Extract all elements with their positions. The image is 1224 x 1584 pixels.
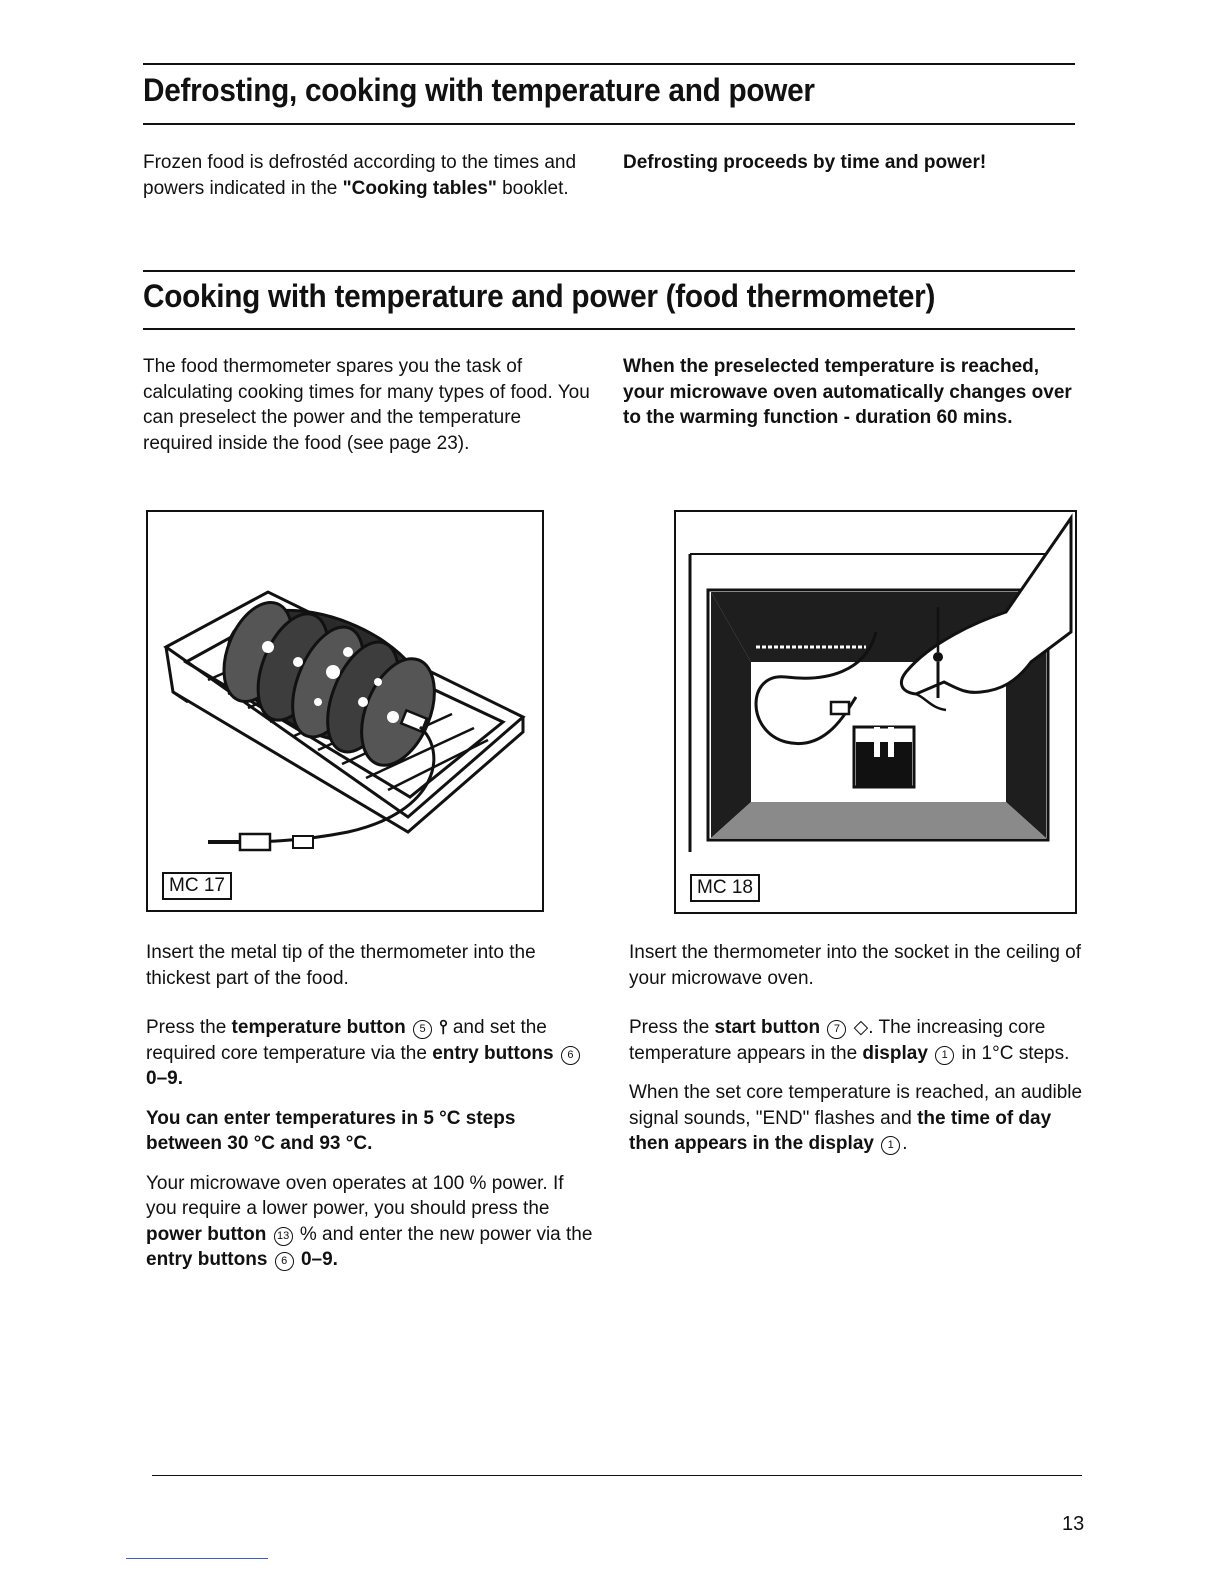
section1-left-text-1: Frozen food is defrostéd according to the times and powers indicated in the	[143, 152, 577, 199]
right-caption: Insert the thermometer into the socket in the ceiling of your microwave oven.	[629, 942, 1082, 989]
right-p1-a: Press the	[629, 1017, 715, 1038]
right-p2-a: When the set core temperature is reached, an audible signal sounds, "END" flashes and	[629, 1082, 1083, 1129]
thermometer-icon: ⫯	[439, 1017, 448, 1038]
thermometer-socket-in-oven-icon	[676, 512, 1075, 912]
footer-underline	[126, 1558, 268, 1559]
entry-buttons-number: 6	[561, 1046, 580, 1065]
figure-mc17-label: MC 17	[162, 872, 232, 900]
right-paragraph-1	[629, 1015, 1084, 1066]
section1-right-text-content: Defrosting proceeds by time and power!	[623, 152, 987, 173]
start-icon: ◇	[853, 1017, 869, 1038]
display-label: display	[862, 1042, 928, 1064]
footer-rule	[152, 1475, 1082, 1476]
power-button-label: power button	[146, 1223, 267, 1245]
figure-mc18	[674, 510, 1077, 914]
figure-mc17	[146, 510, 544, 912]
section1-rule	[143, 123, 1075, 125]
section1-left-text-bold: "Cooking tables"	[342, 177, 497, 199]
section2-top-rule	[143, 270, 1075, 272]
left-p1-a: Press the	[146, 1017, 232, 1038]
section2-left-text	[143, 354, 593, 456]
left-paragraph-2: You can enter temperatures in 5 °C steps between 30 °C and 93 °C.	[146, 1107, 516, 1154]
entry-buttons-label: entry buttons	[432, 1042, 554, 1064]
top-rule	[143, 63, 1075, 65]
display-number-2: 1	[881, 1136, 900, 1155]
left-column	[146, 940, 596, 1287]
right-p2-b: the time of day then appears in the display	[629, 1107, 1052, 1154]
right-p2-d: .	[902, 1133, 908, 1154]
section2-left-text-content: The food thermometer spares you the task of calculating cooking times for many types of food. You can preselect the power and the temperature required inside the food (see page 23).	[143, 356, 590, 454]
left-paragraph-3	[146, 1171, 596, 1273]
section1-left-text-2: booklet.	[496, 177, 569, 199]
section2-right-text	[623, 354, 1078, 431]
display-number: 1	[935, 1046, 954, 1065]
entry-buttons-number-2: 6	[275, 1252, 294, 1271]
section1-left-text	[143, 150, 583, 201]
start-button-label: start button	[714, 1017, 821, 1038]
entry-buttons-range: 0–9.	[146, 1068, 183, 1089]
start-button-number: 7	[827, 1020, 846, 1039]
left-p1-d: and set the required core temperature via the	[146, 1017, 547, 1064]
section1-title: Defrosting, cooking with temperature and power	[143, 72, 815, 108]
right-p1-g: in 1°C steps.	[956, 1042, 1070, 1064]
left-p3-a: Your microwave oven operates at 100 % power. If you require a lower power, you should press the	[146, 1172, 564, 1219]
right-column	[629, 940, 1084, 1171]
page-number: 13	[1062, 1513, 1085, 1535]
section2-title: Cooking with temperature and power (food thermometer)	[143, 278, 936, 314]
section2-rule	[143, 328, 1075, 330]
left-caption: Insert the metal tip of the thermometer into the thickest part of the food.	[146, 942, 536, 989]
power-button-number: 13	[274, 1227, 293, 1246]
left-paragraph-1	[146, 1015, 596, 1092]
section1-right-text	[623, 150, 1073, 176]
entry-buttons-range-2: 0–9.	[300, 1249, 338, 1270]
temperature-button-label: temperature button	[231, 1017, 406, 1038]
temperature-button-number: 5	[413, 1020, 432, 1039]
entry-buttons-label-2: entry buttons	[146, 1249, 268, 1270]
figure-mc18-label: MC 18	[690, 874, 760, 902]
right-p1-d: . The increasing core temperature appears in the	[629, 1017, 1046, 1064]
right-paragraph-2	[629, 1080, 1084, 1157]
section2-right-text-content: When the preselected temperature is reached, your microwave oven automatically changes over to the warming function - duration 60 mins.	[623, 356, 1072, 428]
left-p3-d: % and enter the new power via the	[299, 1223, 593, 1245]
food-thermometer-in-roast-icon	[148, 512, 542, 910]
